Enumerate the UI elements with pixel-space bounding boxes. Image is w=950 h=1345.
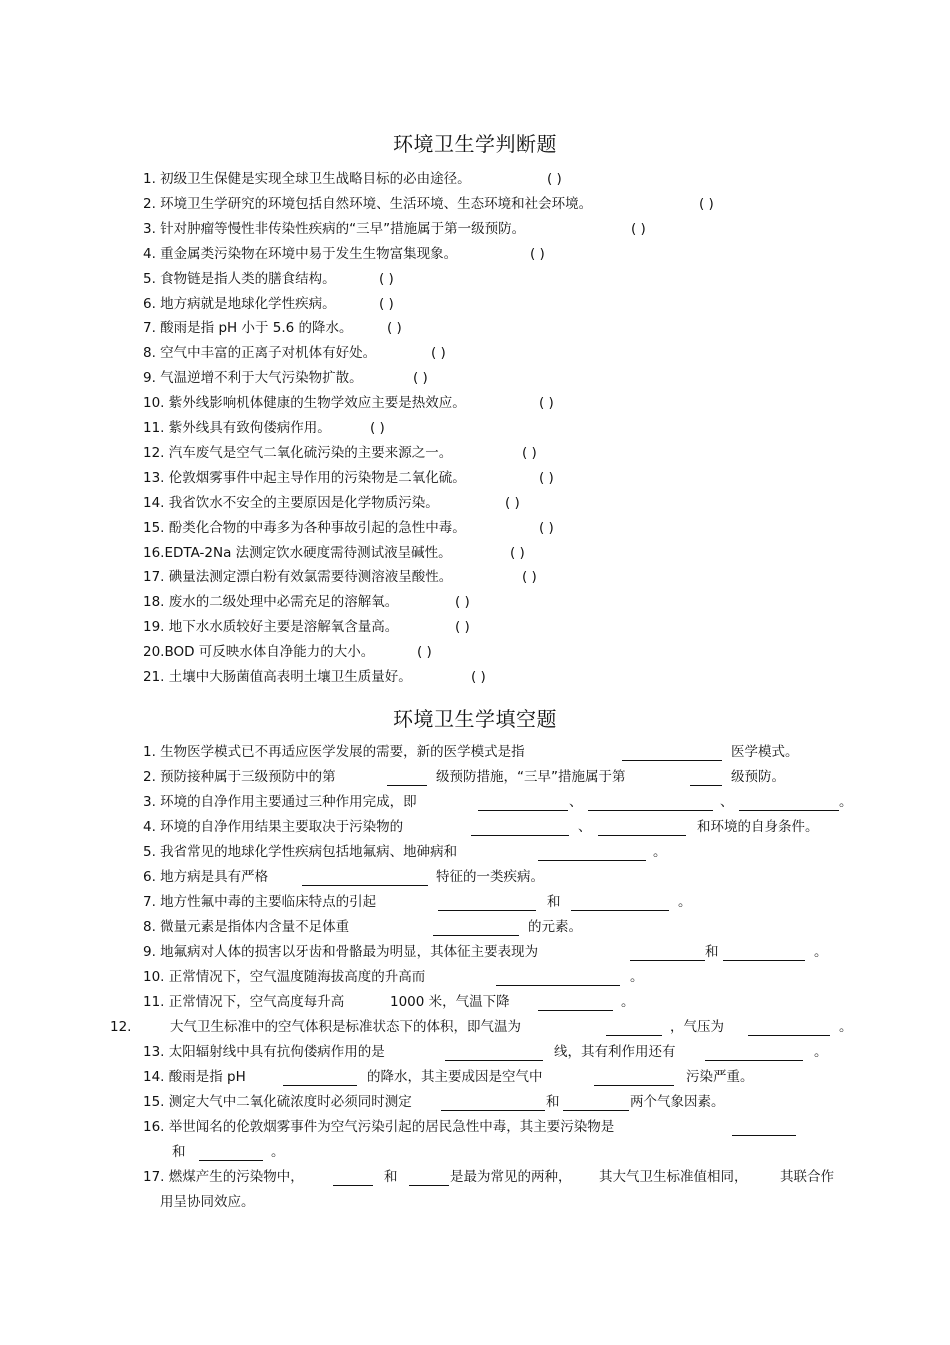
fill-q9-sep: 和: [705, 944, 719, 960]
fill-q10-text: 10. 正常情况下，空气温度随海拔高度的升高而: [143, 969, 426, 985]
fill-q2-blank-1[interactable]: [387, 785, 427, 786]
judgment-question: 17. 碘量法测定漂白粉有效氯需要待测溶液呈酸性。: [143, 569, 453, 585]
answer-parenthesis[interactable]: ( ): [387, 320, 402, 336]
fill-q17-sep: 和: [384, 1169, 398, 1185]
fill-q12-blank-1[interactable]: [606, 1035, 662, 1036]
fill-q17-text-mid: 是最为常见的两种，: [450, 1169, 572, 1185]
fill-q7-blank-1[interactable]: [438, 910, 536, 911]
fill-q15-blank-2[interactable]: [563, 1110, 629, 1111]
answer-parenthesis[interactable]: ( ): [417, 644, 432, 660]
judgment-question: 21. 土壤中大肠菌值高表明土壤卫生质量好。: [143, 669, 412, 685]
fill-q4-blank-1[interactable]: [471, 835, 569, 836]
judgment-question: 13. 伦敦烟雾事件中起主导作用的污染物是二氧化硫。: [143, 470, 466, 486]
judgment-question: 18. 废水的二级处理中必需充足的溶解氧。: [143, 594, 399, 610]
fill-q17-text-mid-2: 其大气卫生标准值相同，: [599, 1169, 748, 1185]
fill-q12-number: 12.: [110, 1019, 132, 1035]
answer-parenthesis[interactable]: ( ): [510, 545, 525, 561]
judgment-question: 16.EDTA-2Na 法测定饮水硬度需待测试液呈碱性。: [143, 545, 452, 561]
answer-parenthesis[interactable]: ( ): [547, 171, 562, 187]
fill-q8-text-end: 的元素。: [528, 919, 582, 935]
fill-q6-text-end: 特征的一类疾病。: [436, 869, 544, 885]
judgment-question: 4. 重金属类污染物在环境中易于发生生物富集现象。: [143, 246, 458, 262]
fill-q3-sep-1: 、: [569, 794, 583, 810]
fill-q5-text: 5. 我省常见的地球化学性疾病包括地氟病、地砷病和: [143, 844, 458, 860]
fill-q12-end: 。: [839, 1019, 853, 1035]
judgment-question: 8. 空气中丰富的正离子对机体有好处。: [143, 345, 377, 361]
fill-q3-blank-1[interactable]: [478, 810, 568, 811]
fill-q11-text: 11. 正常情况下，空气高度每升高: [143, 994, 345, 1010]
fill-q15-text-end: 两个气象因素。: [630, 1094, 725, 1110]
fill-q2-text: 2. 预防接种属于三级预防中的第: [143, 769, 336, 785]
answer-parenthesis[interactable]: ( ): [530, 246, 545, 262]
fill-q14-text: 14. 酸雨是指 pH: [143, 1069, 246, 1085]
judgment-question: 12. 汽车废气是空气二氧化硫污染的主要来源之一。: [143, 445, 453, 461]
fill-q1-text: 1. 生物医学模式已不再适应医学发展的需要，新的医学模式是指: [143, 744, 525, 760]
judgment-question: 15. 酚类化合物的中毒多为各种事故引起的急性中毒。: [143, 520, 466, 536]
fill-q7-sep: 和: [547, 894, 561, 910]
judgment-question: 9. 气温逆增不利于大气污染物扩散。: [143, 370, 363, 386]
fill-q1-text-end: 医学模式。: [731, 744, 799, 760]
fill-q7-text: 7. 地方性氟中毒的主要临床特点的引起: [143, 894, 377, 910]
fill-q17-text-cont: 用呈协同效应。: [160, 1194, 255, 1210]
fill-q16-blank-2[interactable]: [199, 1160, 263, 1161]
fill-q2-text-end: 级预防。: [731, 769, 785, 785]
answer-parenthesis[interactable]: ( ): [699, 196, 714, 212]
fill-q17-blank-1[interactable]: [333, 1185, 373, 1186]
fill-q13-blank-1[interactable]: [445, 1060, 543, 1061]
answer-parenthesis[interactable]: ( ): [379, 296, 394, 312]
answer-parenthesis[interactable]: ( ): [505, 495, 520, 511]
judgment-question: 6. 地方病就是地球化学性疾病。: [143, 296, 336, 312]
fill-q6-text: 6. 地方病是具有严格: [143, 869, 269, 885]
fill-q3-blank-3[interactable]: [739, 810, 839, 811]
fill-q10-end: 。: [630, 969, 644, 985]
section-title-judgment: 环境卫生学判断题: [393, 132, 557, 156]
fill-q6-blank[interactable]: [302, 885, 428, 886]
fill-q12-text-mid: ，气压为: [670, 1019, 724, 1035]
fill-q14-text-end: 污染严重。: [686, 1069, 754, 1085]
fill-q9-end: 。: [814, 944, 828, 960]
answer-parenthesis[interactable]: ( ): [522, 569, 537, 585]
fill-q17-blank-2[interactable]: [409, 1185, 449, 1186]
fill-q11-text-mid: 1000 米，气温下降: [390, 994, 510, 1010]
fill-q16-end: 。: [271, 1144, 285, 1160]
judgment-question: 2. 环境卫生学研究的环境包括自然环境、生活环境、生态环境和社会环境。: [143, 196, 593, 212]
fill-q10-blank[interactable]: [496, 985, 620, 986]
fill-q11-end: 。: [621, 994, 635, 1010]
fill-q11-blank[interactable]: [538, 1010, 613, 1011]
fill-q15-blank-1[interactable]: [441, 1110, 545, 1111]
judgment-question: 10. 紫外线影响机体健康的生物学效应主要是热效应。: [143, 395, 466, 411]
fill-q13-blank-2[interactable]: [705, 1060, 803, 1061]
fill-q7-blank-2[interactable]: [571, 910, 669, 911]
fill-q17-text-end: 其联合作: [780, 1169, 834, 1185]
fill-q9-text: 9. 地氟病对人体的损害以牙齿和骨骼最为明显，其体征主要表现为: [143, 944, 539, 960]
fill-q3-sep-2: 、: [720, 794, 734, 810]
fill-q17-text: 17. 燃煤产生的污染物中，: [143, 1169, 304, 1185]
answer-parenthesis[interactable]: ( ): [539, 520, 554, 536]
judgment-question: 5. 食物链是指人类的膳食结构。: [143, 271, 336, 287]
fill-q2-blank-2[interactable]: [690, 785, 722, 786]
fill-q8-blank[interactable]: [433, 935, 519, 936]
fill-q4-text-end: 和环境的自身条件。: [697, 819, 819, 835]
fill-q4-text: 4. 环境的自净作用结果主要取决于污染物的: [143, 819, 404, 835]
fill-q14-blank-1[interactable]: [283, 1085, 357, 1086]
answer-parenthesis[interactable]: ( ): [539, 470, 554, 486]
judgment-question: 11. 紫外线具有致佝偻病作用。: [143, 420, 331, 436]
answer-parenthesis[interactable]: ( ): [413, 370, 428, 386]
answer-parenthesis[interactable]: ( ): [455, 619, 470, 635]
fill-q9-blank-2[interactable]: [723, 960, 805, 961]
fill-q15-sep: 和: [546, 1094, 560, 1110]
answer-parenthesis[interactable]: ( ): [631, 221, 646, 237]
fill-q14-blank-2[interactable]: [594, 1085, 674, 1086]
fill-q9-blank-1[interactable]: [630, 960, 705, 961]
judgment-question: 1. 初级卫生保健是实现全球卫生战略目标的必由途径。: [143, 171, 471, 187]
fill-q7-end: 。: [678, 894, 692, 910]
fill-q5-blank[interactable]: [538, 860, 646, 861]
fill-q1-blank[interactable]: [622, 760, 722, 761]
fill-q15-text: 15. 测定大气中二氧化硫浓度时必须同时测定: [143, 1094, 412, 1110]
judgment-question: 7. 酸雨是指 pH 小于 5.6 的降水。: [143, 320, 353, 336]
fill-q3-end: 。: [839, 794, 853, 810]
answer-parenthesis[interactable]: ( ): [431, 345, 446, 361]
answer-parenthesis[interactable]: ( ): [471, 669, 486, 685]
fill-q12-text: 大气卫生标准中的空气体积是标准状态下的体积，即气温为: [170, 1019, 521, 1035]
fill-q5-end: 。: [653, 844, 667, 860]
fill-q13-text-mid: 线，其有利作用还有: [554, 1044, 676, 1060]
judgment-question: 20.BOD 可反映水体自净能力的大小。: [143, 644, 375, 660]
answer-parenthesis[interactable]: ( ): [370, 420, 385, 436]
answer-parenthesis[interactable]: ( ): [539, 395, 554, 411]
fill-q13-text: 13. 太阳辐射线中具有抗佝偻病作用的是: [143, 1044, 385, 1060]
fill-q3-blank-2[interactable]: [588, 810, 713, 811]
section-title-fill-blank: 环境卫生学填空题: [393, 707, 557, 731]
fill-q14-text-mid: 的降水，其主要成因是空气中: [367, 1069, 543, 1085]
answer-parenthesis[interactable]: ( ): [455, 594, 470, 610]
fill-q4-sep: 、: [578, 819, 592, 835]
judgment-question: 3. 针对肿瘤等慢性非传染性疾病的“三早”措施属于第一级预防。: [143, 221, 526, 237]
answer-parenthesis[interactable]: ( ): [379, 271, 394, 287]
fill-q16-text: 16. 举世闻名的伦敦烟雾事件为空气污染引起的居民急性中毒，其主要污染物是: [143, 1119, 615, 1135]
fill-q4-blank-2[interactable]: [598, 835, 686, 836]
fill-q2-text-mid: 级预防措施，“三早”措施属于第: [436, 769, 626, 785]
fill-q3-text: 3. 环境的自净作用主要通过三种作用完成，即: [143, 794, 417, 810]
fill-q13-end: 。: [814, 1044, 828, 1060]
fill-q12-blank-2[interactable]: [748, 1035, 830, 1036]
fill-q16-blank-1[interactable]: [732, 1135, 796, 1136]
answer-parenthesis[interactable]: ( ): [522, 445, 537, 461]
fill-q16-sep: 和: [172, 1144, 186, 1160]
judgment-question: 14. 我省饮水不安全的主要原因是化学物质污染。: [143, 495, 439, 511]
judgment-question: 19. 地下水水质较好主要是溶解氧含量高。: [143, 619, 399, 635]
fill-q8-text: 8. 微量元素是指体内含量不足体重: [143, 919, 350, 935]
